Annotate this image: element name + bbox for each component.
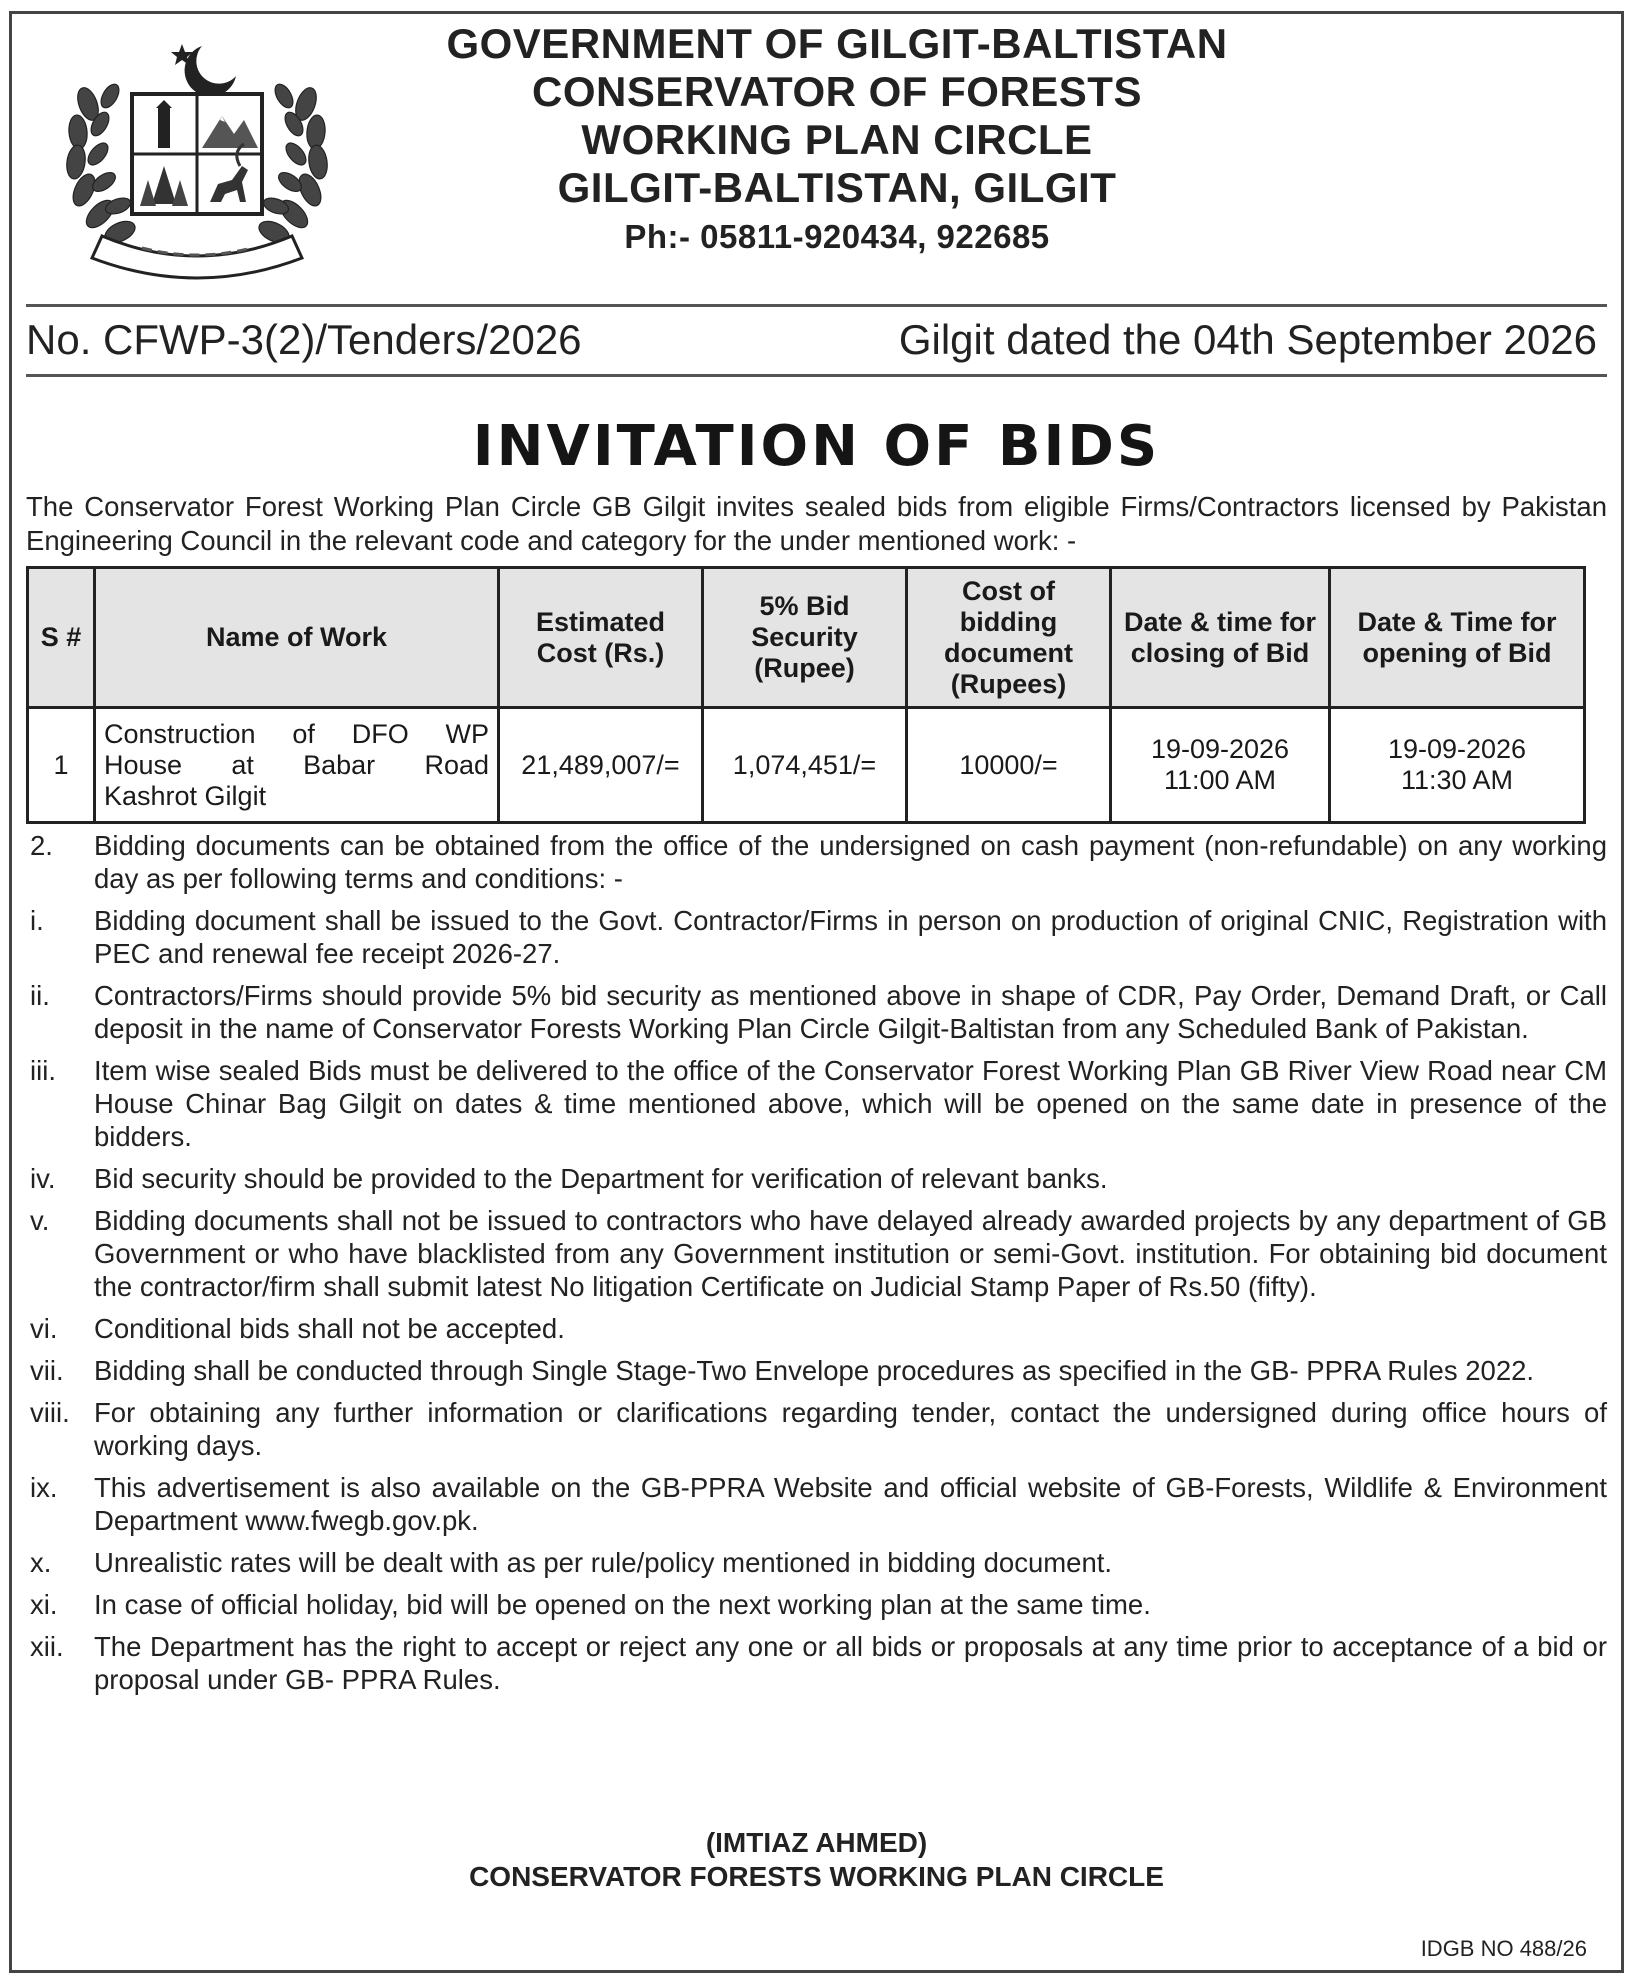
intro-paragraph: The Conservator Forest Working Plan Circle GB Gilgit invites sealed bids from eligible Firms/Contractors licensed by Pakistan Engineering Council in the relevant code and category for the under mentioned work: - (26, 491, 1607, 556)
work-line-2: House at Babar Road (104, 749, 489, 780)
cell-sno: 1 (28, 708, 95, 823)
list-item (26, 904, 1607, 970)
advertisement-page (9, 11, 1624, 1973)
header-line-government: GOVERNMENT OF GILGIT-BALTISTAN (446, 20, 1228, 67)
condition-number: i. (30, 905, 44, 936)
table-row (28, 708, 1585, 823)
page-title: INVITATION OF BIDS (472, 414, 1161, 479)
condition-text: In case of official holiday, bid will be opened on the next working plan at the same time. (94, 1589, 1151, 1620)
condition-text: Bidding documents shall not be issued to contractors who have delayed already awarded projects by any department of GB Government or who have blacklisted from any Government institution or semi-Govt. institution. For obtaining bid document the contractor/firm shall submit latest No litigation Certificate on Judicial Stamp Paper of Rs.50 (fifty). (94, 1205, 1607, 1302)
list-item (26, 979, 1607, 1045)
condition-number: iii. (30, 1055, 56, 1086)
header-sno: S # (28, 568, 95, 708)
condition-text: Conditional bids shall not be accepted. (94, 1313, 565, 1344)
cell-bid-security: 1,074,451/= (703, 708, 907, 823)
header-document-cost: Cost of bidding document (Rupees) (907, 568, 1111, 708)
advertisement-code: IDGB NO 488/26 (1420, 1936, 1587, 1961)
signatory-name: (IMTIAZ AHMED) (705, 1827, 928, 1858)
list-item (26, 1204, 1607, 1303)
header-bid-security: 5% Bid Security (Rupee) (703, 568, 907, 708)
cell-document-cost: 10000/= (907, 708, 1111, 823)
condition-number: ix. (30, 1472, 58, 1503)
reference-line (26, 310, 1607, 370)
bids-table (26, 566, 1586, 824)
list-item (26, 1588, 1607, 1621)
condition-text: For obtaining any further information or clarifications regarding tender, contact the undersigned during office hours of working days. (94, 1397, 1607, 1461)
list-item (26, 1162, 1607, 1195)
list-item (26, 1054, 1607, 1153)
opening-time: 11:30 AM (1400, 765, 1514, 795)
work-line-1: Construction of DFO WP (104, 718, 489, 749)
condition-number: xi. (30, 1589, 58, 1620)
condition-number: iv. (30, 1163, 56, 1194)
header-estimated-cost: Estimated Cost (Rs.) (499, 568, 703, 708)
list-item (26, 1312, 1607, 1345)
condition-text: Bidding document shall be issued to the Govt. Contractor/Firms in person on production of original CNIC, Registration with PEC and renewal fee receipt 2026-27. (94, 905, 1607, 969)
condition-number: 2. (30, 830, 53, 861)
table-header-row (28, 568, 1585, 708)
list-item (26, 1546, 1607, 1579)
divider-bottom (26, 374, 1607, 377)
divider-top (26, 304, 1607, 307)
header-line-conservator: CONSERVATOR OF FORESTS (532, 68, 1142, 115)
list-item (26, 1354, 1607, 1387)
cell-estimated-cost: 21,489,007/= (499, 708, 703, 823)
condition-text: Item wise sealed Bids must be delivered to the office of the Conservator Forest Working Plan GB River View Road near CM House Chinar Bag Gilgit on dates & time mentioned above, which will be opened on the same date in presence of the bidders. (94, 1055, 1607, 1152)
header-line-location: GILGIT-BALTISTAN, GILGIT (557, 164, 1117, 211)
condition-text: Bid security should be provided to the Department for verification of relevant banks. (94, 1163, 1108, 1194)
cell-closing (1111, 708, 1330, 823)
condition-number: vii. (30, 1355, 64, 1386)
header-line-working-plan: WORKING PLAN CIRCLE (581, 116, 1093, 163)
opening-date: 19-09-2026 (1387, 734, 1527, 764)
reference-date: Gilgit dated the 04th September 2026 (898, 316, 1597, 363)
gilgit-baltistan-emblem-icon (52, 24, 342, 284)
list-item (26, 829, 1607, 895)
condition-text: Contractors/Firms should provide 5% bid security as mentioned above in shape of CDR, Pay Order, Demand Draft, or Call deposit in the name of Conservator Forests Working Plan Circle Gilgit-Baltistan from any Scheduled Bank of Pakistan. (94, 980, 1607, 1044)
header-opening-date: Date & Time for opening of Bid (1330, 568, 1585, 708)
header-phone: Ph:- 05811-920434, 922685 (624, 218, 1050, 255)
condition-number: ii. (30, 980, 50, 1011)
closing-date: 19-09-2026 (1150, 734, 1290, 764)
header-name-of-work: Name of Work (95, 568, 499, 708)
list-item (26, 1471, 1607, 1537)
condition-text: The Department has the right to accept or reject any one or all bids or proposals at any time prior to acceptance of a bid or proposal under GB- PPRA Rules. (94, 1631, 1607, 1695)
letterhead (342, 20, 1332, 260)
condition-text: Bidding documents can be obtained from the office of the undersigned on cash payment (non-refundable) on any working day as per following terms and conditions: - (94, 830, 1607, 894)
signature-block (12, 1826, 1621, 1894)
work-line-3: Kashrot Gilgit (104, 780, 267, 811)
list-item (26, 1396, 1607, 1462)
closing-time: 11:00 AM (1163, 765, 1277, 795)
condition-text: This advertisement is also available on the GB-PPRA Website and official website of GB-Forests, Wildlife & Environment Department www.fwegb.gov.pk. (94, 1472, 1607, 1536)
conditions-list (26, 829, 1607, 1705)
condition-number: x. (30, 1547, 52, 1578)
condition-text: Bidding shall be conducted through Single Stage-Two Envelope procedures as specified in the GB- PPRA Rules 2022. (94, 1355, 1535, 1386)
condition-number: xii. (30, 1631, 64, 1662)
cell-name-of-work (95, 708, 499, 823)
condition-number: vi. (30, 1313, 58, 1344)
condition-text: Unrealistic rates will be dealt with as per rule/policy mentioned in bidding document. (94, 1547, 1113, 1578)
signatory-designation: CONSERVATOR FORESTS WORKING PLAN CIRCLE (469, 1861, 1164, 1892)
header-closing-date: Date & time for closing of Bid (1111, 568, 1330, 708)
condition-number: v. (30, 1205, 50, 1236)
condition-number: viii. (30, 1397, 70, 1428)
list-item (26, 1630, 1607, 1696)
cell-opening (1330, 708, 1585, 823)
reference-number: No. CFWP-3(2)/Tenders/2026 (26, 316, 582, 363)
